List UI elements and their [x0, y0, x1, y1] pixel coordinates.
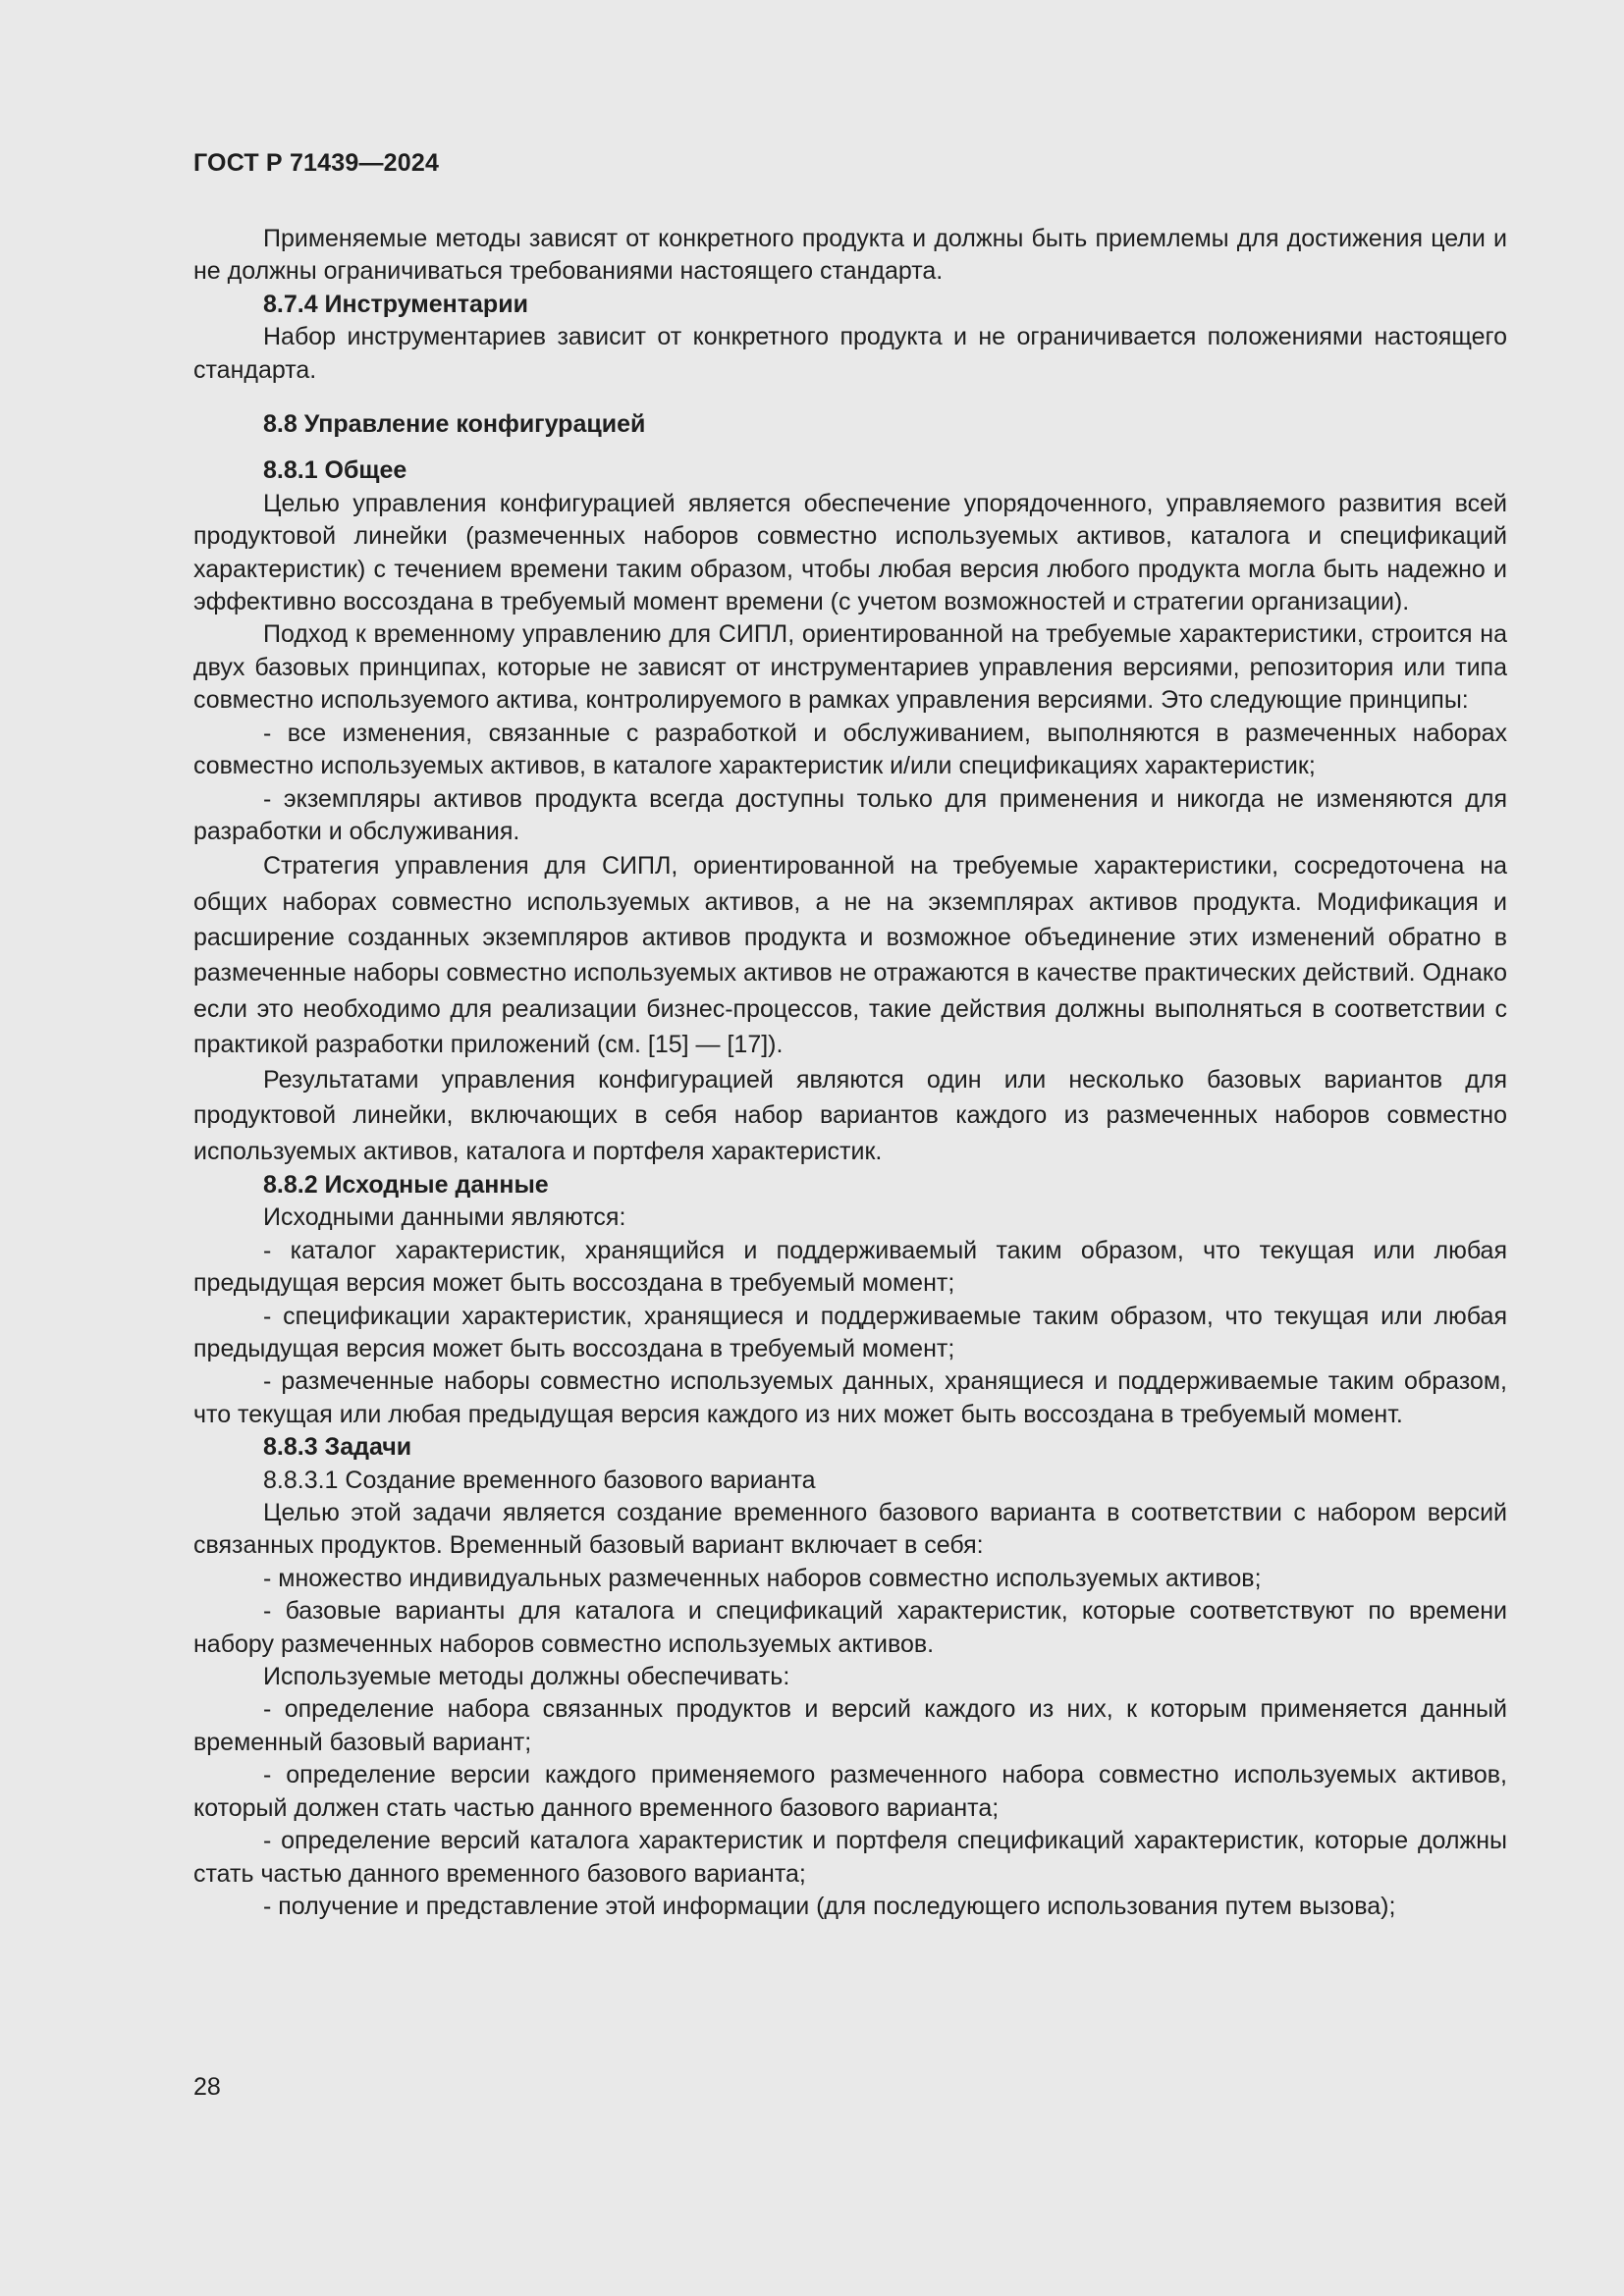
- page-number: 28: [193, 2073, 221, 2101]
- paragraph: Набор инструментариев зависит от конкретного продукта и не ограничивается положениями настоящего стандарта.: [193, 323, 1507, 384]
- paragraph: Исходными данными являются:: [263, 1203, 626, 1232]
- paragraph: Используемые методы должны обеспечивать:: [263, 1663, 790, 1691]
- list-item: - базовые варианты для каталога и спецификаций характеристик, которые соответствуют по времени набору размеченных наборов совместно используемых активов.: [193, 1597, 1507, 1658]
- section-heading-8-8-1: 8.8.1 Общее: [263, 456, 407, 485]
- section-heading-8-8-3: 8.8.3 Задачи: [263, 1433, 412, 1462]
- list-item: - спецификации характеристик, хранящиеся и поддерживаемые таким образом, что текущая или любая предыдущая версия может быть воссоздана в требуемый момент;: [193, 1302, 1507, 1363]
- list-item: - экземпляры активов продукта всегда доступны только для применения и никогда не изменяются для разработки и обслуживания.: [193, 784, 1507, 845]
- list-item: - размеченные наборы совместно используемых данных, хранящиеся и поддерживаемые таким образом, что текущая или любая предыдущая версия каждого из них может быть воссоздана в требуемый момент.: [193, 1367, 1507, 1428]
- subsection-heading-8-8-3-1: 8.8.3.1 Создание временного базового варианта: [263, 1466, 816, 1494]
- list-item: - определение набора связанных продуктов и версий каждого из них, к которым применяется данный временный базовый вариант;: [193, 1695, 1507, 1756]
- list-item: - определение версии каждого применяемого размеченного набора совместно используемых активов, который должен стать частью данного временного базового варианта;: [193, 1761, 1507, 1822]
- section-heading-8-7-4: 8.7.4 Инструментарии: [263, 290, 528, 318]
- list-item: - все изменения, связанные с разработкой и обслуживанием, выполняются в размеченных наборах совместно используемых активов, в каталоге характеристик и/или спецификациях характеристик;: [193, 719, 1507, 780]
- paragraph: Стратегия управления для СИПЛ, ориентированной на требуемые характеристики, сосредоточена на общих наборах совместно используемых активов, а не на экземплярах активов продукта. Модификация и расширение созданных экземпляров активов продукта и возможное объединение этих изменений обратно в размеченные наборы совместно используемых активов не отражаются в качестве практических действий. Однако если это необходимо для реализации бизнес-процессов, такие действия должны выполняться в соответствии с практикой разработки приложений (см. [15] — [17]).: [193, 852, 1507, 1058]
- document-body: [193, 223, 1507, 1923]
- paragraph: Результатами управления конфигурацией являются один или несколько базовых вариантов для продуктовой линейки, включающих в себя набор вариантов каждого из размеченных наборов совместно используемых активов, каталога и портфеля характеристик.: [193, 1066, 1507, 1165]
- list-item: - определение версий каталога характеристик и портфеля спецификаций характеристик, которые должны стать частью данного временного базового варианта;: [193, 1827, 1507, 1888]
- paragraph: Целью управления конфигурацией является обеспечение упорядоченного, управляемого развития всей продуктовой линейки (размеченных наборов совместно используемых активов, каталога и спецификаций характеристик) с течением времени таким образом, чтобы любая версия любого продукта могла быть надежно и эффективно воссоздана в требуемый момент времени (с учетом возможностей и стратегии организации).: [193, 489, 1507, 616]
- section-heading-8-8: 8.8 Управление конфигурацией: [263, 410, 646, 439]
- paragraph: Целью этой задачи является создание временного базового варианта в соответствии с набором версий связанных продуктов. Временный базовый вариант включает в себя:: [193, 1499, 1507, 1560]
- list-item: - каталог характеристик, хранящийся и поддерживаемый таким образом, что текущая или любая предыдущая версия может быть воссоздана в требуемый момент;: [193, 1236, 1507, 1298]
- document-header: ГОСТ Р 71439—2024: [193, 149, 440, 177]
- paragraph: Применяемые методы зависят от конкретного продукта и должны быть приемлемы для достижения цели и не должны ограничиваться требованиями настоящего стандарта.: [193, 225, 1507, 286]
- paragraph: Подход к временному управлению для СИПЛ, ориентированной на требуемые характеристики, строится на двух базовых принципах, которые не зависят от инструментариев управления версиями, репозитория или типа совместно используемого актива, контролируемого в рамках управления версиями. Это следующие принципы:: [193, 620, 1507, 715]
- list-item: - получение и представление этой информации (для последующего использования путем вызова);: [263, 1892, 1396, 1920]
- list-item: - множество индивидуальных размеченных наборов совместно используемых активов;: [263, 1564, 1262, 1592]
- section-heading-8-8-2: 8.8.2 Исходные данные: [263, 1170, 549, 1199]
